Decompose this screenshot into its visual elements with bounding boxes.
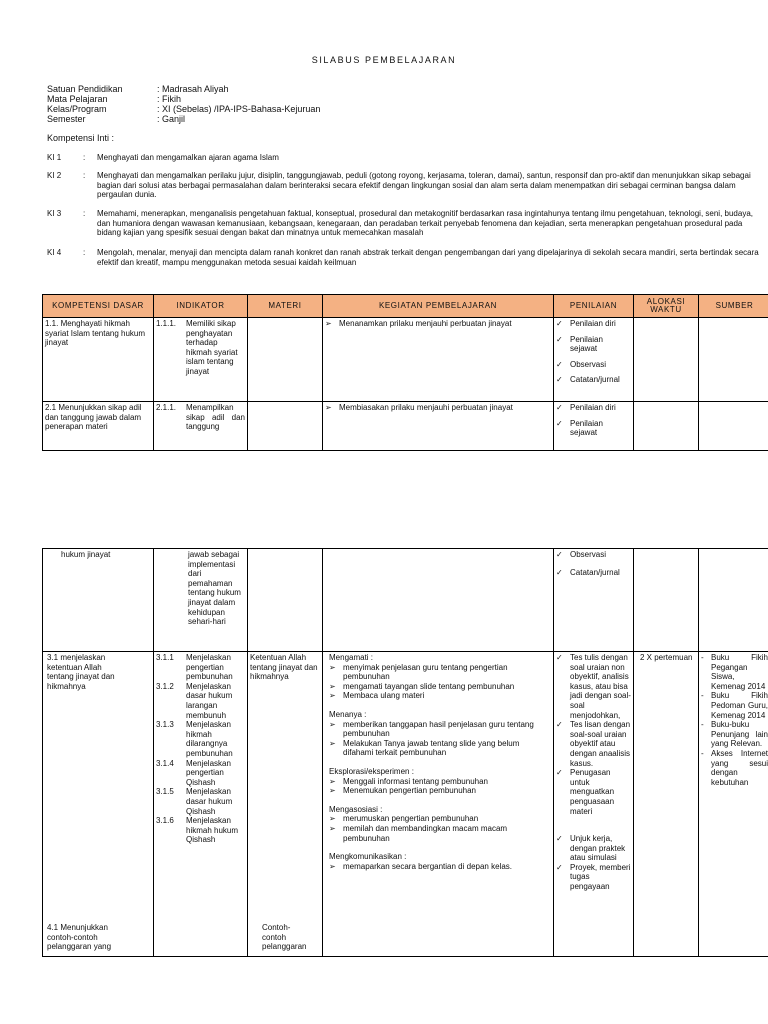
indikator-text: Menjelaskan pengertian Qishash [186, 758, 231, 787]
ki-colon: : [83, 209, 86, 218]
arrow-bullet-icon: ➢ [329, 738, 336, 748]
ki-text: Memahami, menerapkan, menganalisis pengetahuan faktual, konseptual, prosedural dan metakognitif berdasarkan rasa ingintahunya tentang ilmu pengetahuan, teknologi, seni, budaya, dan humaniora dengan wawasan kemanusiaan, kebangsaan, kenegaraan, dan peradaban terkait penyebab fenomena dan kejadian, serta menerapkan pengetahuan prosedural pada bidang kajian yang spesifik sesuai dengan bakat dan minatnya untuk memecahkan masalah [97, 209, 753, 238]
header-sumber: SUMBER [699, 295, 768, 318]
arrow-bullet-icon: ➢ [325, 319, 332, 328]
header-indikator: INDIKATOR [154, 295, 248, 318]
penilaian-item: Tes tulis dengan soal uraian non obyektif, analisis kasus, atau bisa jadi dengan soal-soal menjodohkan, [570, 653, 631, 720]
kegiatan-heading: Eksplorasi/eksperimen : [329, 766, 414, 776]
kegiatan-heading: Menanya : [329, 709, 367, 719]
check-icon: ✓ [556, 653, 563, 662]
check-icon: ✓ [556, 359, 563, 369]
materi-next-text: Contoh-contoh pelanggaran [262, 923, 307, 952]
indikator-text: Menjelaskan pengertian pembunuhan [186, 653, 233, 682]
arrow-bullet-icon: ➢ [329, 662, 336, 672]
kegiatan-item: Membaca ulang materi [343, 691, 425, 701]
kegiatan-item: Melakukan Tanya jawab tentang slide yang belum difahami terkait pembunuhan [343, 738, 520, 758]
ki-colon: : [83, 153, 86, 162]
ki-colon: : [83, 171, 86, 180]
kegiatan-cell [323, 318, 554, 402]
kegiatan-item: menyimak penjelasan guru tentang pengertian pembunuhan [343, 662, 508, 682]
ki-item [47, 248, 759, 267]
indikator-text: Memiliki sikap penghayatan terhadap hikmah syariat islam tentang jinayat [186, 319, 238, 376]
kd-cell: hukum jinayat [43, 549, 154, 652]
identity-block [47, 84, 320, 124]
kegiatan-text: Menanamkan prilaku menjauhi perbuatan jinayat [339, 319, 512, 328]
sumber-item: Buku Fikih Pedoman Guru, Kemenag 2014 [711, 691, 768, 720]
penilaian-cell [554, 402, 634, 451]
materi-cell [248, 318, 323, 402]
sumber-cell [699, 549, 768, 652]
sumber-cell [699, 402, 768, 451]
ki-text: Menghayati dan mengamalkan perilaku jujur, disiplin, tanggungjawab, peduli (gotong royong, kerjasama, toleran, damai), santun, responsif dan pro-aktif dan menunjukkan sikap sebagai bagian dari solusi atas berbagai permasalahan dalam berinteraksi secara efektif dengan lingkungan sosial dan alam serta dalam menempatkan diri sebagai cerminan bangsa dalam pergaulan dunia. [97, 171, 751, 200]
sumber-item: Akses Internet yang sesui dengan kebutuhan [711, 748, 768, 787]
penilaian-item: Catatan/jurnal [570, 567, 620, 577]
dash-bullet: - [701, 653, 704, 662]
check-icon: ✓ [556, 319, 563, 328]
kegiatan-cell [323, 549, 554, 652]
indikator-number: 2.1.1. [156, 403, 177, 412]
indikator-text: Menjelaskan hikmah hukum Qishash [186, 816, 239, 845]
indikator-text: Menjelaskan dasar hukum larangan membunuh [186, 681, 233, 720]
identity-value: : XI (Sebelas) /IPA-IPS-Bahasa-Kejuruan [157, 104, 321, 114]
check-icon: ✓ [556, 418, 563, 428]
indikator-text: Menjelaskan hikmah dilarangnya pembunuhan [186, 720, 233, 758]
dash-bullet: - [701, 748, 704, 758]
alokasi-cell [634, 549, 699, 652]
kegiatan-item: mengamati tayangan slide tentang pembunuhan [343, 681, 515, 691]
penilaian-item: Penilaian diri [570, 319, 616, 328]
header-materi: MATERI [248, 295, 323, 318]
check-icon: ✓ [556, 720, 563, 730]
materi-cell [248, 549, 323, 652]
identity-value: : Ganjil [157, 114, 186, 124]
materi-cell [248, 402, 323, 451]
arrow-bullet-icon: ➢ [329, 823, 336, 833]
kegiatan-item: memilah dan membandingkan macam macam pembunuhan [343, 823, 508, 843]
syllabus-table-page1 [42, 294, 768, 451]
check-icon: ✓ [556, 375, 563, 385]
penilaian-item: Observasi [570, 550, 607, 559]
penilaian-item: Penugasan untuk menguatkan penguasaan materi [570, 768, 615, 816]
alokasi-cell [634, 318, 699, 402]
check-icon: ✓ [556, 403, 563, 412]
ki-item [47, 171, 759, 200]
kegiatan-cell [323, 402, 554, 451]
indikator-number: 3.1.5 [156, 787, 174, 797]
kegiatan-item: Menggali informasi tentang pembunuhan [343, 776, 488, 786]
header-kompetensi-dasar: KOMPETENSI DASAR [43, 295, 154, 318]
alokasi-cell [634, 402, 699, 451]
check-icon: ✓ [556, 334, 563, 344]
table-row [43, 549, 768, 652]
kegiatan-item: memberikan tanggapan hasil penjelasan guru tentang pembunuhan [343, 719, 534, 739]
kompetensi-inti-heading: Kompetensi Inti : [47, 133, 115, 143]
indikator-number: 3.1.4 [156, 758, 174, 768]
identity-label: Kelas/Program [47, 104, 107, 114]
penilaian-cell [554, 549, 634, 652]
kd-next-text: 4.1 Menunjukkan contoh-contoh pelanggaran yang [47, 923, 112, 952]
sumber-cell [699, 652, 768, 957]
kegiatan-heading: Mengasosiasi : [329, 804, 383, 814]
table-row [43, 652, 768, 957]
ki-text: Mengolah, menalar, menyaji dan mencipta dalam ranah konkret dan ranah abstrak terkait dengan pengembangan dari yang dipelajarinya di sekolah secara mandiri, serta bertindak secara efektif dan kreatif, mampu menggunakan metoda sesuai kaidah keilmuan [97, 248, 759, 267]
indikator-number: 1.1.1. [156, 319, 177, 328]
check-icon: ✓ [556, 550, 563, 559]
ki-item [47, 209, 759, 238]
identity-value: : Madrasah Aliyah [157, 84, 229, 94]
arrow-bullet-icon: ➢ [329, 776, 336, 786]
header-penilaian: PENILAIAN [554, 295, 634, 318]
indikator-text: Menampilkan sikap adil dan tanggung [186, 403, 245, 432]
penilaian-item: Proyek, memberi tugas pengayaan [570, 862, 631, 892]
check-icon: ✓ [556, 567, 563, 577]
arrow-bullet-icon: ➢ [325, 403, 332, 412]
sumber-cell [699, 318, 768, 402]
penilaian-item: Penilaian sejawat [570, 334, 603, 354]
penilaian-cell [554, 652, 634, 957]
arrow-bullet-icon: ➢ [329, 719, 336, 729]
arrow-bullet-icon: ➢ [329, 861, 336, 871]
dash-bullet: - [701, 691, 704, 701]
materi-text: Ketentuan Allah tentang jinayat dan hikmahnya [250, 653, 318, 682]
indikator-number: 3.1.1 [156, 653, 174, 662]
kegiatan-heading: Mengkomunikasikan : [329, 852, 407, 862]
penilaian-item: Catatan/jurnal [570, 375, 620, 385]
alokasi-cell: 2 X pertemuan [634, 652, 699, 957]
kegiatan-item: memaparkan secara bergantian di depan kelas. [343, 861, 512, 871]
indikator-number: 3.1.3 [156, 720, 174, 730]
dash-bullet: - [701, 720, 704, 730]
kd-cell [43, 652, 154, 957]
materi-cell [248, 652, 323, 957]
sumber-item: Buku Fikih Pegangan Siswa, Kemenag 2014 [711, 653, 768, 691]
kd-text: 3.1 menjelaskan ketentuan Allah tentang jinayat dan hikmahnya [47, 653, 115, 691]
kegiatan-text: Membiasakan prilaku menjauhi perbuatan jinayat [339, 403, 513, 412]
arrow-bullet-icon: ➢ [329, 691, 336, 701]
kegiatan-item: merumuskan pengertian pembunuhan [343, 814, 479, 824]
indikator-number: 3.1.2 [156, 681, 174, 691]
penilaian-item: Penilaian diri [570, 403, 616, 412]
kegiatan-item: Menemukan pengertian pembunuhan [343, 786, 476, 796]
syllabus-table-page2 [42, 548, 768, 957]
ki-code: KI 4 [47, 248, 62, 257]
penilaian-item: Observasi [570, 359, 607, 369]
identity-label: Semester [47, 114, 86, 124]
identity-value: : Fikih [157, 94, 182, 104]
ki-item [47, 153, 759, 163]
ki-code: KI 2 [47, 171, 62, 180]
indikator-cell [154, 652, 248, 957]
penilaian-item: Penilaian sejawat [570, 418, 603, 438]
check-icon: ✓ [556, 862, 563, 872]
table-row [43, 402, 768, 451]
kegiatan-cell [323, 652, 554, 957]
indikator-cell [154, 318, 248, 402]
table-header-row [43, 295, 768, 318]
identity-label: Satuan Pendidikan [47, 84, 123, 94]
header-alokasi-waktu: ALOKASI WAKTU [634, 295, 699, 318]
check-icon: ✓ [556, 834, 563, 844]
penilaian-cell [554, 318, 634, 402]
kd-cell: 1.1. Menghayati hikmah syariat Islam tentang hukum jinayat [43, 318, 154, 402]
arrow-bullet-icon: ➢ [329, 786, 336, 796]
indikator-cell: jawab sebagai implementasi dari pemahaman tentang hukum jinayat dalam kehidupan sehari-hari [154, 549, 248, 652]
identity-label: Mata Pelajaran [47, 94, 108, 104]
ki-code: KI 1 [47, 153, 62, 162]
kegiatan-heading: Mengamati : [329, 653, 374, 662]
document-title: SILABUS PEMBELAJARAN [311, 55, 457, 65]
penilaian-item: Unjuk kerja, dengan praktek atau simulasi [570, 834, 626, 863]
kd-cell: 2.1 Menunjukkan sikap adil dan tanggung jawab dalam penerapan materi [43, 402, 154, 451]
header-kegiatan: KEGIATAN PEMBELAJARAN [323, 295, 554, 318]
check-icon: ✓ [556, 768, 563, 778]
penilaian-item: Tes lisan dengan soal-soal uraian obyektif atau dengan anaalisis kasus. [570, 720, 631, 768]
ki-colon: : [83, 248, 86, 257]
ki-code: KI 3 [47, 209, 62, 218]
ki-text: Menghayati dan mengamalkan ajaran agama Islam [97, 153, 279, 162]
sumber-item: Buku-buku Penunjang lain yang Relevan. [711, 720, 768, 749]
indikator-text: Menjelaskan dasar hukum Qishash [186, 787, 233, 816]
arrow-bullet-icon: ➢ [329, 681, 336, 691]
arrow-bullet-icon: ➢ [329, 814, 336, 824]
indikator-number: 3.1.6 [156, 816, 174, 826]
indikator-cell [154, 402, 248, 451]
table-row [43, 318, 768, 402]
